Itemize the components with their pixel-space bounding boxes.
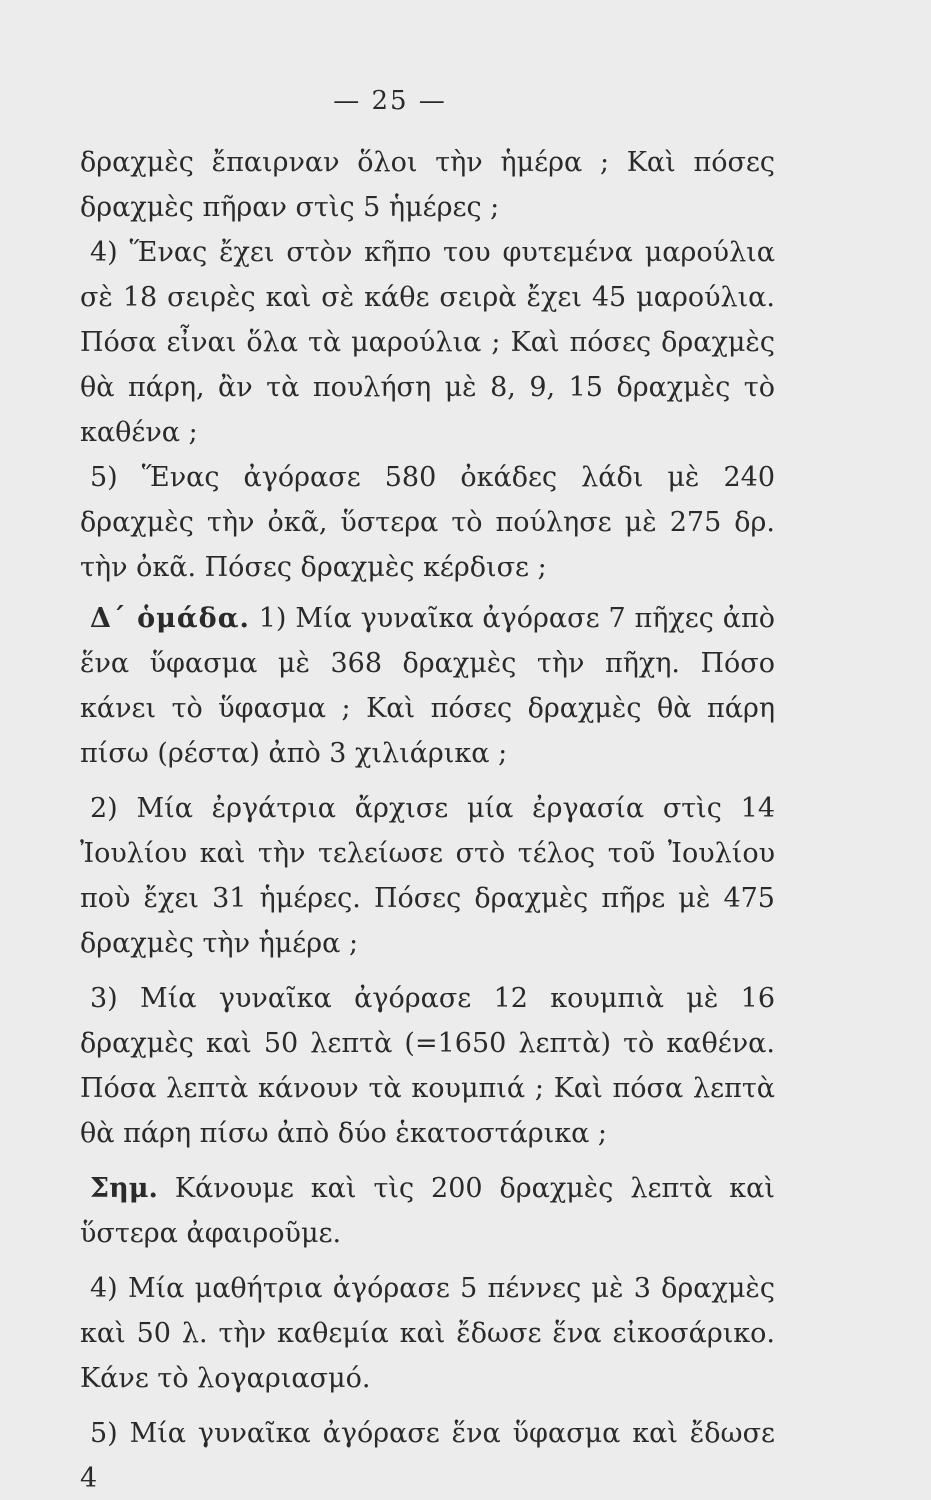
note-paragraph <box>80 1166 775 1256</box>
group-d-exercise-4: 4) Μία μαθήτρια ἀγόρασε 5 πέννες μὲ 3 δραχμὲς καὶ 50 λ. τὴν καθεμία καὶ ἔδωσε ἕνα εἰκοσάρικο. Κάνε τὸ λογαριασμό. <box>80 1273 775 1394</box>
group-heading: Δ΄ ὁμάδα. <box>90 603 250 634</box>
page-body <box>80 140 775 1500</box>
group-exercise-1-text: 1) Μία γυναῖκα ἀγόρασε 7 πῆχες ἀπὸ ἕνα ὕφασμα μὲ 368 δραχμὲς τὴν πῆχη. Πόσο κάνει τὸ ὕφασμα ; Καὶ πόσες δραχμὲς θὰ πάρη πίσω (ρέστα) ἀπὸ 3 χιλιάρικα ; <box>80 603 775 769</box>
note-text: Κάνουμε καὶ τὶς 200 δραχμὲς λεπτὰ καὶ ὕστερα ἀφαιροῦμε. <box>80 1173 775 1249</box>
group-d-exercise-5: 5) Μία γυναῖκα ἀγόρασε ἕνα ὕφασμα καὶ ἔδωσε 4 <box>80 1418 775 1494</box>
note-label: Σημ. <box>90 1173 158 1204</box>
group-d-exercise-1 <box>80 596 775 776</box>
exercise-4: 4) Ἕνας ἔχει στὸν κῆπο του φυτεμένα μαρούλια σὲ 18 σειρὲς καὶ σὲ κάθε σειρὰ ἔχει 45 μαρούλια. Πόσα εἶναι ὅλα τὰ μαρούλια ; Καὶ πόσες δραχμὲς θὰ πάρη, ἂν τὰ πουλήση μὲ 8, 9, 15 δραχμὲς τὸ καθένα ; <box>80 237 775 448</box>
group-d-exercise-2: 2) Μία ἐργάτρια ἄρχισε μία ἐργασία στὶς 14 Ἰουλίου καὶ τὴν τελείωσε στὸ τέλος τοῦ Ἰουλίου ποὺ ἔχει 31 ἡμέρες. Πόσες δραχμὲς πῆρε μὲ 475 δραχμὲς τὴν ἡμέρα ; <box>80 793 775 959</box>
exercise-5: 5) Ἕνας ἀγόρασε 580 ὀκάδες λάδι μὲ 240 δραχμὲς τὴν ὀκᾶ, ὕστερα τὸ πούλησε μὲ 275 δρ. τὴν ὀκᾶ. Πόσες δραχμὲς κέρδισε ; <box>80 462 775 583</box>
page-number: — 25 — <box>333 86 447 116</box>
paragraph-intro: δραχμὲς ἔπαιρναν ὅλοι τὴν ἡμέρα ; Καὶ πόσες δραχμὲς πῆραν στὶς 5 ἡμέρες ; <box>80 147 775 223</box>
group-d-exercise-3: 3) Μία γυναῖκα ἀγόρασε 12 κουμπιὰ μὲ 16 δραχμὲς καὶ 50 λεπτὰ (=1650 λεπτὰ) τὸ καθένα. Πόσα λεπτὰ κάνουν τὰ κουμπιά ; Καὶ πόσα λεπτὰ θὰ πάρη πίσω ἀπὸ δύο ἑκατοστάρικα ; <box>80 983 775 1149</box>
